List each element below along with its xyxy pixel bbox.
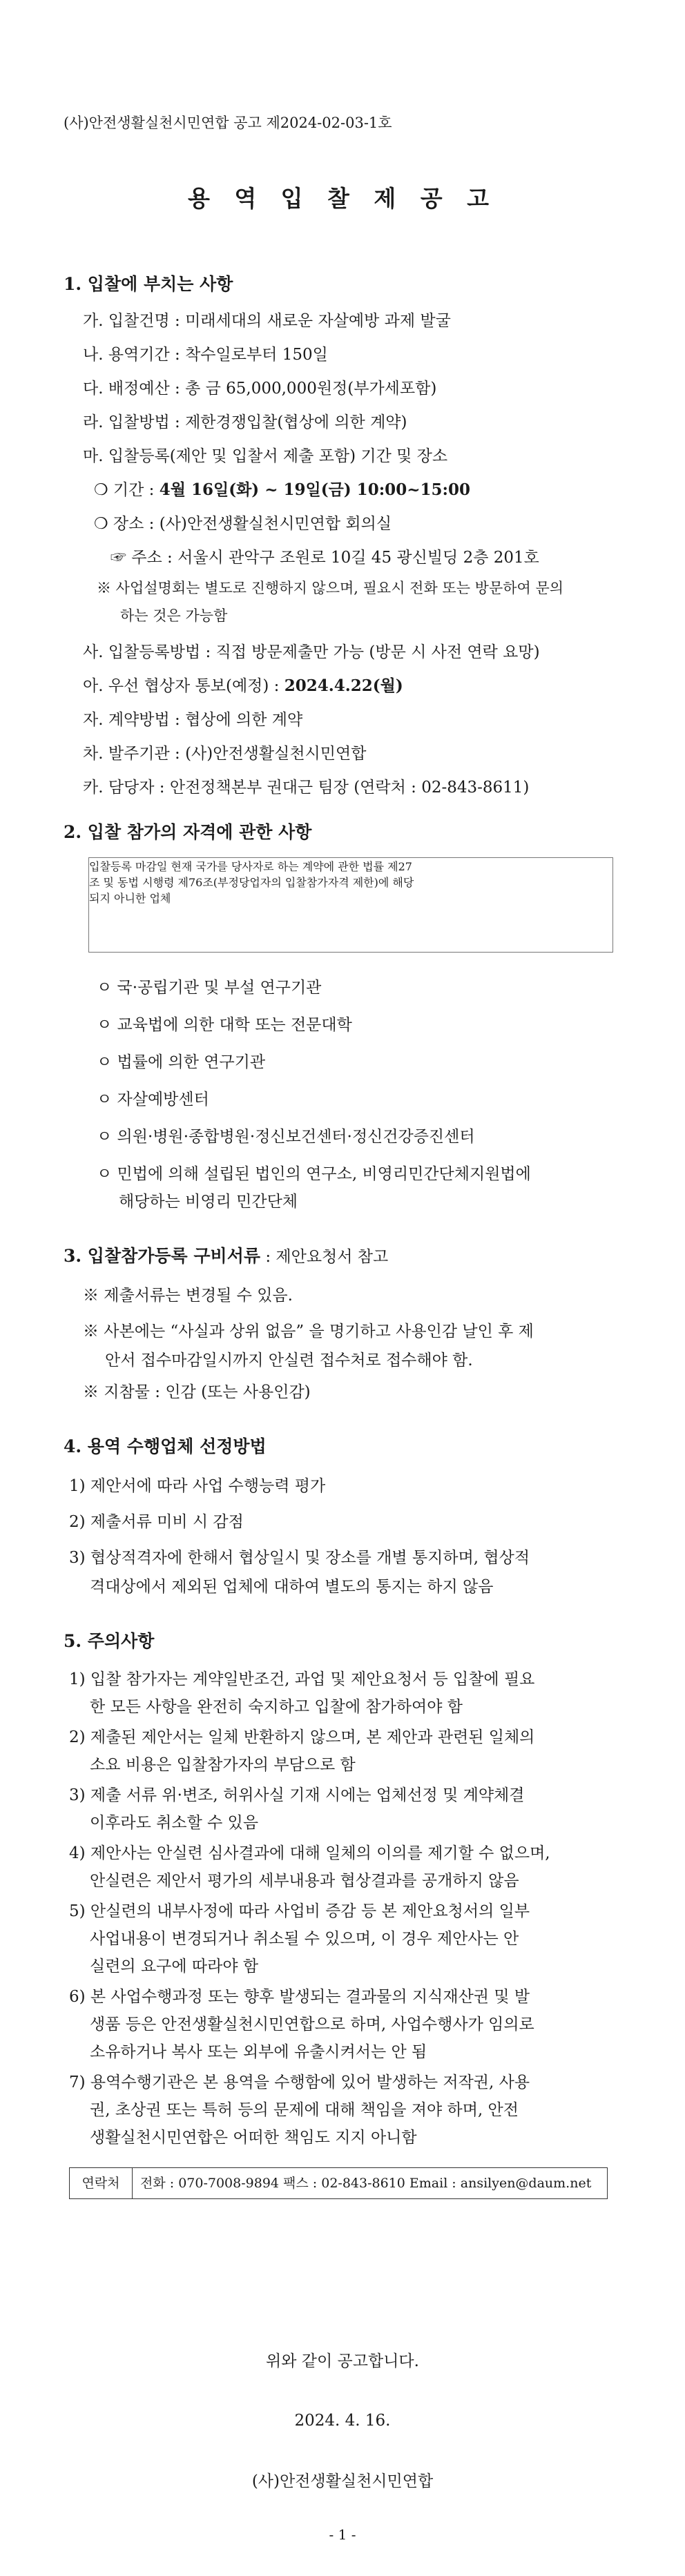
s5-line-2: 한 모든 사항을 완전히 숙지하고 입찰에 참가하여야 함 xyxy=(90,1698,463,1716)
s3-note-2-line2: 안서 접수마감일시까지 안실련 접수처로 접수해야 함. xyxy=(105,1352,473,1369)
s2-bullet-3: ㅇ 법률에 의한 연구기관 xyxy=(97,1053,266,1071)
s3-note-2: ※ 사본에는 “사실과 상위 없음” 을 명기하고 사용인감 날인 후 제 xyxy=(83,1323,534,1340)
document-number: (사)안전생활실천시민연합 공고 제2024-02-03-1호 xyxy=(64,115,392,131)
s1-item-ka: 카. 담당자 : 안전정책본부 권대근 팀장 (연락처 : 02-843-8611) xyxy=(83,779,530,797)
s5-line-14: 소유하거나 복사 또는 외부에 유출시켜서는 안 됨 xyxy=(90,2043,427,2061)
s1-period xyxy=(94,477,470,500)
page-title: 용 역 입 찰 제 공 고 xyxy=(187,185,498,212)
s3-note-1: ※ 제출서류는 변경될 수 있음. xyxy=(83,1287,293,1305)
s1-period-value: 4월 16일(화) ~ 19일(금) 10:00~15:00 xyxy=(159,480,470,499)
s2-bullet-6: ㅇ 민법에 의해 설립된 법인의 연구소, 비영리민간단체지원법에 xyxy=(97,1165,531,1183)
s1-item-a2 xyxy=(83,673,403,696)
section3-heading xyxy=(64,1242,388,1267)
eligibility-box-line1: 입찰등록 마감일 현재 국가를 당사자로 하는 계약에 관한 법률 제27 xyxy=(89,860,412,873)
s5-line-1: 1) 입찰 참가자는 계약일반조건, 과업 및 제안요청서 등 입찰에 필요 xyxy=(69,1670,535,1688)
closing-statement: 위와 같이 공고합니다. xyxy=(266,2352,419,2370)
s5-line-16: 권, 초상권 또는 특허 등의 문제에 대해 책임을 져야 하며, 안전 xyxy=(90,2101,519,2119)
s4-item-1: 1) 제안서에 따라 사업 수행능력 평가 xyxy=(69,1477,326,1495)
contact-value: 전화 : 070-7008-9894 팩스 : 02-843-8610 Email : ansilyen@daum.net xyxy=(140,2176,592,2191)
s5-line-13: 생품 등은 안전생활실천시민연합으로 하며, 사업수행사가 임의로 xyxy=(90,2016,534,2033)
s5-line-4: 소요 비용은 입찰참가자의 부담으로 함 xyxy=(90,1756,356,1774)
s5-line-10: 사업내용이 변경되거나 취소될 수 있으며, 이 경우 제안사는 안 xyxy=(90,1930,519,1948)
contact-label: 연락처 xyxy=(70,2168,133,2198)
section4-heading: 4. 용역 수행업체 선정방법 xyxy=(64,1436,267,1456)
closing-issuer: (사)안전생활실천시민연합 xyxy=(251,2472,434,2490)
s2-bullet-2: ㅇ 교육법에 의한 대학 또는 전문대학 xyxy=(97,1016,352,1034)
s1-notice-value: 2024.4.22(월) xyxy=(284,676,403,695)
eligibility-box-line2: 조 및 동법 시행령 제76조(부정당업자의 입찰참가자격 제한)에 해당 xyxy=(89,876,414,889)
contact-box xyxy=(69,2167,608,2199)
s4-item-3: 3) 협상적격자에 한해서 협상일시 및 장소를 개별 통지하며, 협상적 xyxy=(69,1549,530,1567)
s1-item-e: 마. 입찰등록(제안 및 입찰서 제출 포함) 기간 및 장소 xyxy=(83,447,448,465)
s1-item-b: 나. 용역기간 : 착수일로부터 150일 xyxy=(83,346,328,364)
s4-item-2: 2) 제출서류 미비 시 감점 xyxy=(69,1513,244,1531)
s1-note-line2: 하는 것은 가능함 xyxy=(120,607,228,624)
s5-line-3: 2) 제출된 제안서는 일체 반환하지 않으며, 본 제안과 관련된 일체의 xyxy=(69,1728,535,1746)
s2-bullet-6-line2: 해당하는 비영리 민간단체 xyxy=(119,1193,298,1211)
s5-line-15: 7) 용역수행기관은 본 용역을 수행함에 있어 발생하는 저작권, 사용 xyxy=(69,2074,530,2091)
s1-item-ja: 자. 계약방법 : 협상에 의한 계약 xyxy=(83,711,303,729)
section3-heading-text: 3. 입찰참가등록 구비서류 xyxy=(64,1246,261,1266)
s1-item-a: 가. 입찰건명 : 미래세대의 새로운 자살예방 과제 발굴 xyxy=(83,312,451,330)
section3-heading-tail: : 제안요청서 참고 xyxy=(260,1248,389,1266)
s1-note-line1: ※ 사업설명회는 별도로 진행하지 않으며, 필요시 전화 또는 방문하여 문의 xyxy=(97,580,564,596)
s1-notice-prefix: 아. 우선 협상자 통보(예정) : xyxy=(83,677,284,695)
s5-line-8: 안실련은 제안서 평가의 세부내용과 협상결과를 공개하지 않음 xyxy=(90,1872,519,1890)
s1-item-sa: 사. 입찰등록방법 : 직접 방문제출만 가능 (방문 시 사전 연락 요망) xyxy=(83,643,540,661)
s5-line-5: 3) 제출 서류 위·변조, 허위사실 기재 시에는 업체선정 및 계약체결 xyxy=(69,1786,525,1804)
s1-item-d: 라. 입찰방법 : 제한경쟁입찰(협상에 의한 계약) xyxy=(83,413,407,431)
s2-bullet-5: ㅇ 의원·병원·종합병원·정신보건센터·정신건강증진센터 xyxy=(97,1128,475,1146)
s5-line-9: 5) 안실련의 내부사정에 따라 사업비 증감 등 본 제안요청서의 일부 xyxy=(69,1902,530,1920)
section1-heading: 1. 입찰에 부치는 사항 xyxy=(64,274,233,294)
s1-period-prefix: ❍ 기간 : xyxy=(94,481,160,499)
s5-line-17: 생활실천시민연합은 어떠한 책임도 지지 아니함 xyxy=(90,2129,417,2147)
section2-heading: 2. 입찰 참가의 자격에 관한 사항 xyxy=(64,822,312,842)
s2-bullet-1: ㅇ 국·공립기관 및 부설 연구기관 xyxy=(97,979,322,997)
s1-place: ❍ 장소 : (사)안전생활실천시민연합 회의실 xyxy=(94,515,392,533)
s1-address: ☞ 주소 : 서울시 관악구 조원로 10길 45 광신빌딩 2층 201호 xyxy=(110,549,539,567)
s5-line-11: 실련의 요구에 따라야 함 xyxy=(90,1958,259,1975)
s3-note-3: ※ 지참물 : 인감 (또는 사용인감) xyxy=(83,1383,311,1401)
s1-item-cha: 차. 발주기관 : (사)안전생활실천시민연합 xyxy=(83,745,367,763)
s5-line-6: 이후라도 취소할 수 있음 xyxy=(90,1814,259,1832)
page-number: - 1 - xyxy=(329,2526,356,2543)
s2-bullet-4: ㅇ 자살예방센터 xyxy=(97,1091,209,1109)
s5-line-7: 4) 제안사는 안실련 심사결과에 대해 일체의 이의를 제기할 수 없으며, xyxy=(69,1844,550,1862)
eligibility-box-line3: 되지 아니한 업체 xyxy=(89,892,171,905)
section5-heading: 5. 주의사항 xyxy=(64,1631,155,1651)
s4-item-3-line2: 격대상에서 제외된 업체에 대하여 별도의 통지는 하지 않음 xyxy=(90,1578,494,1596)
eligibility-box xyxy=(88,857,613,953)
closing-date: 2024. 4. 16. xyxy=(294,2412,391,2430)
s5-line-12: 6) 본 사업수행과정 또는 향후 발생되는 결과물의 지식재산권 및 발 xyxy=(69,1988,530,2006)
s1-item-c: 다. 배정예산 : 총 금 65,000,000원정(부가세포함) xyxy=(83,380,437,398)
